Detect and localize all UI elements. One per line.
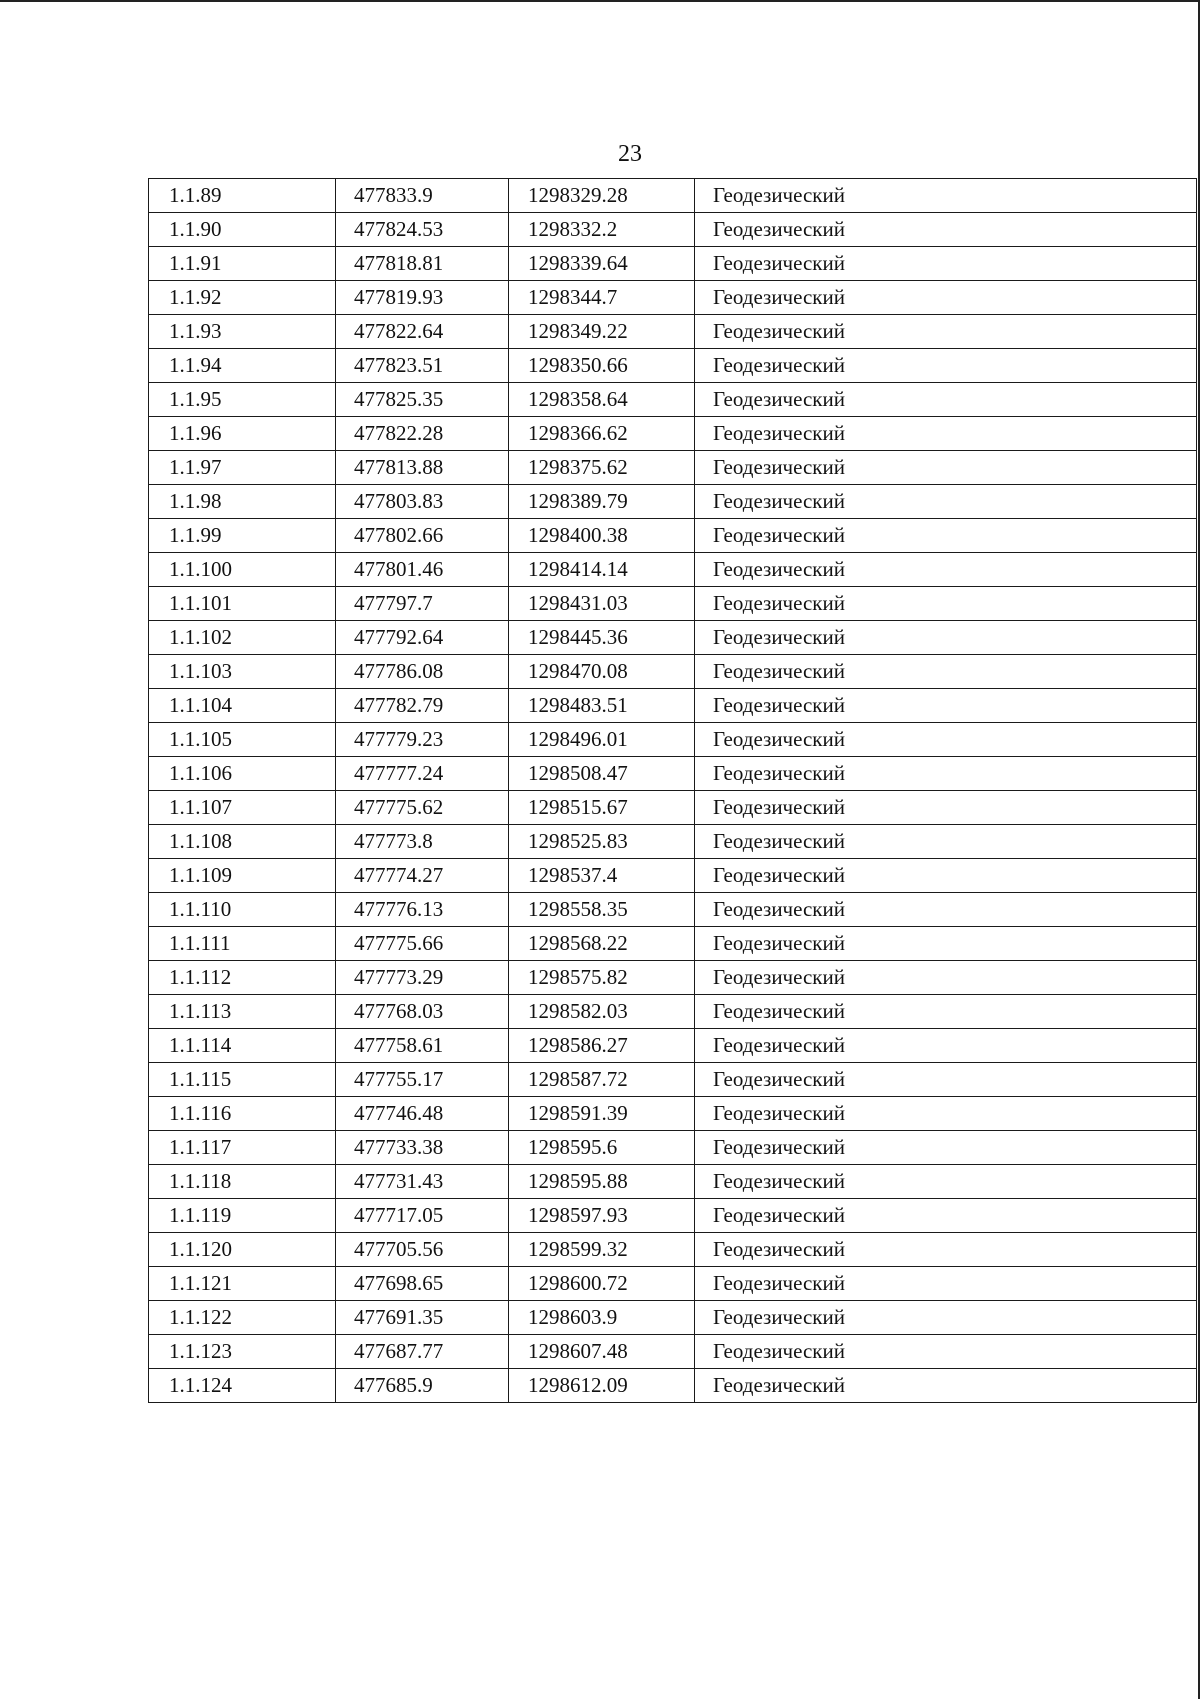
method-cell: Геодезический [695,1233,1197,1267]
point-number-cell: 1.1.105 [149,723,336,757]
x-coordinate-cell: 477818.81 [336,247,509,281]
table-row [149,859,1197,893]
method-cell: Геодезический [695,1029,1197,1063]
x-coordinate-cell: 477803.83 [336,485,509,519]
method-cell: Геодезический [695,1165,1197,1199]
y-coordinate-cell: 1298600.72 [509,1267,695,1301]
method-cell: Геодезический [695,247,1197,281]
x-coordinate-cell: 477775.66 [336,927,509,961]
y-coordinate-cell: 1298349.22 [509,315,695,349]
y-coordinate-cell: 1298339.64 [509,247,695,281]
table-row [149,349,1197,383]
method-cell: Геодезический [695,417,1197,451]
x-coordinate-cell: 477691.35 [336,1301,509,1335]
point-number-cell: 1.1.110 [149,893,336,927]
point-number-cell: 1.1.111 [149,927,336,961]
table-row [149,1301,1197,1335]
table-row [149,485,1197,519]
table-row [149,995,1197,1029]
y-coordinate-cell: 1298470.08 [509,655,695,689]
method-cell: Геодезический [695,825,1197,859]
x-coordinate-cell: 477797.7 [336,587,509,621]
table-row [149,1199,1197,1233]
y-coordinate-cell: 1298344.7 [509,281,695,315]
x-coordinate-cell: 477775.62 [336,791,509,825]
y-coordinate-cell: 1298568.22 [509,927,695,961]
y-coordinate-cell: 1298575.82 [509,961,695,995]
x-coordinate-cell: 477833.9 [336,179,509,213]
x-coordinate-cell: 477774.27 [336,859,509,893]
y-coordinate-cell: 1298591.39 [509,1097,695,1131]
method-cell: Геодезический [695,553,1197,587]
y-coordinate-cell: 1298558.35 [509,893,695,927]
y-coordinate-cell: 1298525.83 [509,825,695,859]
x-coordinate-cell: 477768.03 [336,995,509,1029]
table-row [149,1131,1197,1165]
x-coordinate-cell: 477731.43 [336,1165,509,1199]
y-coordinate-cell: 1298350.66 [509,349,695,383]
point-number-cell: 1.1.99 [149,519,336,553]
point-number-cell: 1.1.102 [149,621,336,655]
x-coordinate-cell: 477819.93 [336,281,509,315]
method-cell: Геодезический [695,1199,1197,1233]
table-row [149,417,1197,451]
point-number-cell: 1.1.122 [149,1301,336,1335]
method-cell: Геодезический [695,927,1197,961]
y-coordinate-cell: 1298414.14 [509,553,695,587]
y-coordinate-cell: 1298587.72 [509,1063,695,1097]
table-row [149,1233,1197,1267]
y-coordinate-cell: 1298366.62 [509,417,695,451]
method-cell: Геодезический [695,995,1197,1029]
method-cell: Геодезический [695,587,1197,621]
point-number-cell: 1.1.97 [149,451,336,485]
x-coordinate-cell: 477773.8 [336,825,509,859]
x-coordinate-cell: 477776.13 [336,893,509,927]
point-number-cell: 1.1.106 [149,757,336,791]
table-row [149,179,1197,213]
method-cell: Геодезический [695,1063,1197,1097]
point-number-cell: 1.1.114 [149,1029,336,1063]
table-row [149,553,1197,587]
x-coordinate-cell: 477822.64 [336,315,509,349]
method-cell: Геодезический [695,961,1197,995]
y-coordinate-cell: 1298586.27 [509,1029,695,1063]
point-number-cell: 1.1.96 [149,417,336,451]
y-coordinate-cell: 1298597.93 [509,1199,695,1233]
point-number-cell: 1.1.93 [149,315,336,349]
table-row [149,655,1197,689]
point-number-cell: 1.1.113 [149,995,336,1029]
point-number-cell: 1.1.109 [149,859,336,893]
method-cell: Геодезический [695,349,1197,383]
coordinates-table [148,178,1197,1403]
method-cell: Геодезический [695,723,1197,757]
y-coordinate-cell: 1298329.28 [509,179,695,213]
method-cell: Геодезический [695,281,1197,315]
page-number: 23 [618,141,642,167]
y-coordinate-cell: 1298582.03 [509,995,695,1029]
y-coordinate-cell: 1298375.62 [509,451,695,485]
x-coordinate-cell: 477687.77 [336,1335,509,1369]
method-cell: Геодезический [695,859,1197,893]
method-cell: Геодезический [695,315,1197,349]
table-row [149,213,1197,247]
table-row [149,961,1197,995]
x-coordinate-cell: 477802.66 [336,519,509,553]
method-cell: Геодезический [695,1301,1197,1335]
point-number-cell: 1.1.104 [149,689,336,723]
point-number-cell: 1.1.89 [149,179,336,213]
point-number-cell: 1.1.118 [149,1165,336,1199]
point-number-cell: 1.1.94 [149,349,336,383]
table-row [149,1165,1197,1199]
y-coordinate-cell: 1298332.2 [509,213,695,247]
y-coordinate-cell: 1298599.32 [509,1233,695,1267]
x-coordinate-cell: 477822.28 [336,417,509,451]
table-row [149,315,1197,349]
scan-border-top [0,0,1200,2]
table-row [149,757,1197,791]
point-number-cell: 1.1.107 [149,791,336,825]
point-number-cell: 1.1.116 [149,1097,336,1131]
x-coordinate-cell: 477801.46 [336,553,509,587]
y-coordinate-cell: 1298515.67 [509,791,695,825]
method-cell: Геодезический [695,689,1197,723]
x-coordinate-cell: 477824.53 [336,213,509,247]
table-row [149,587,1197,621]
method-cell: Геодезический [695,485,1197,519]
x-coordinate-cell: 477823.51 [336,349,509,383]
table-row [149,247,1197,281]
x-coordinate-cell: 477777.24 [336,757,509,791]
point-number-cell: 1.1.95 [149,383,336,417]
point-number-cell: 1.1.123 [149,1335,336,1369]
point-number-cell: 1.1.121 [149,1267,336,1301]
y-coordinate-cell: 1298607.48 [509,1335,695,1369]
point-number-cell: 1.1.120 [149,1233,336,1267]
method-cell: Геодезический [695,383,1197,417]
method-cell: Геодезический [695,791,1197,825]
method-cell: Геодезический [695,451,1197,485]
point-number-cell: 1.1.119 [149,1199,336,1233]
y-coordinate-cell: 1298595.88 [509,1165,695,1199]
y-coordinate-cell: 1298603.9 [509,1301,695,1335]
method-cell: Геодезический [695,1369,1197,1403]
method-cell: Геодезический [695,621,1197,655]
point-number-cell: 1.1.91 [149,247,336,281]
x-coordinate-cell: 477733.38 [336,1131,509,1165]
table-row [149,1029,1197,1063]
y-coordinate-cell: 1298508.47 [509,757,695,791]
table-row [149,451,1197,485]
point-number-cell: 1.1.98 [149,485,336,519]
table-row [149,689,1197,723]
x-coordinate-cell: 477746.48 [336,1097,509,1131]
x-coordinate-cell: 477717.05 [336,1199,509,1233]
y-coordinate-cell: 1298612.09 [509,1369,695,1403]
y-coordinate-cell: 1298358.64 [509,383,695,417]
table-row [149,1097,1197,1131]
method-cell: Геодезический [695,1131,1197,1165]
table-row [149,281,1197,315]
method-cell: Геодезический [695,893,1197,927]
table-row [149,825,1197,859]
point-number-cell: 1.1.101 [149,587,336,621]
y-coordinate-cell: 1298537.4 [509,859,695,893]
x-coordinate-cell: 477825.35 [336,383,509,417]
table-row [149,1267,1197,1301]
method-cell: Геодезический [695,1267,1197,1301]
table-row [149,1369,1197,1403]
x-coordinate-cell: 477758.61 [336,1029,509,1063]
table-row [149,519,1197,553]
method-cell: Геодезический [695,519,1197,553]
x-coordinate-cell: 477773.29 [336,961,509,995]
y-coordinate-cell: 1298483.51 [509,689,695,723]
point-number-cell: 1.1.117 [149,1131,336,1165]
method-cell: Геодезический [695,757,1197,791]
point-number-cell: 1.1.108 [149,825,336,859]
y-coordinate-cell: 1298431.03 [509,587,695,621]
method-cell: Геодезический [695,213,1197,247]
method-cell: Геодезический [695,655,1197,689]
table-row [149,1063,1197,1097]
y-coordinate-cell: 1298400.38 [509,519,695,553]
method-cell: Геодезический [695,1335,1197,1369]
x-coordinate-cell: 477792.64 [336,621,509,655]
y-coordinate-cell: 1298389.79 [509,485,695,519]
x-coordinate-cell: 477813.88 [336,451,509,485]
table-row [149,927,1197,961]
table-row [149,723,1197,757]
table-row [149,383,1197,417]
point-number-cell: 1.1.112 [149,961,336,995]
point-number-cell: 1.1.115 [149,1063,336,1097]
table-row [149,1335,1197,1369]
y-coordinate-cell: 1298595.6 [509,1131,695,1165]
x-coordinate-cell: 477786.08 [336,655,509,689]
point-number-cell: 1.1.103 [149,655,336,689]
method-cell: Геодезический [695,1097,1197,1131]
coordinates-table-body [149,179,1197,1403]
point-number-cell: 1.1.100 [149,553,336,587]
point-number-cell: 1.1.124 [149,1369,336,1403]
x-coordinate-cell: 477685.9 [336,1369,509,1403]
point-number-cell: 1.1.90 [149,213,336,247]
table-row [149,791,1197,825]
table-row [149,893,1197,927]
x-coordinate-cell: 477705.56 [336,1233,509,1267]
x-coordinate-cell: 477755.17 [336,1063,509,1097]
x-coordinate-cell: 477779.23 [336,723,509,757]
method-cell: Геодезический [695,179,1197,213]
table-row [149,621,1197,655]
y-coordinate-cell: 1298445.36 [509,621,695,655]
x-coordinate-cell: 477782.79 [336,689,509,723]
y-coordinate-cell: 1298496.01 [509,723,695,757]
x-coordinate-cell: 477698.65 [336,1267,509,1301]
point-number-cell: 1.1.92 [149,281,336,315]
